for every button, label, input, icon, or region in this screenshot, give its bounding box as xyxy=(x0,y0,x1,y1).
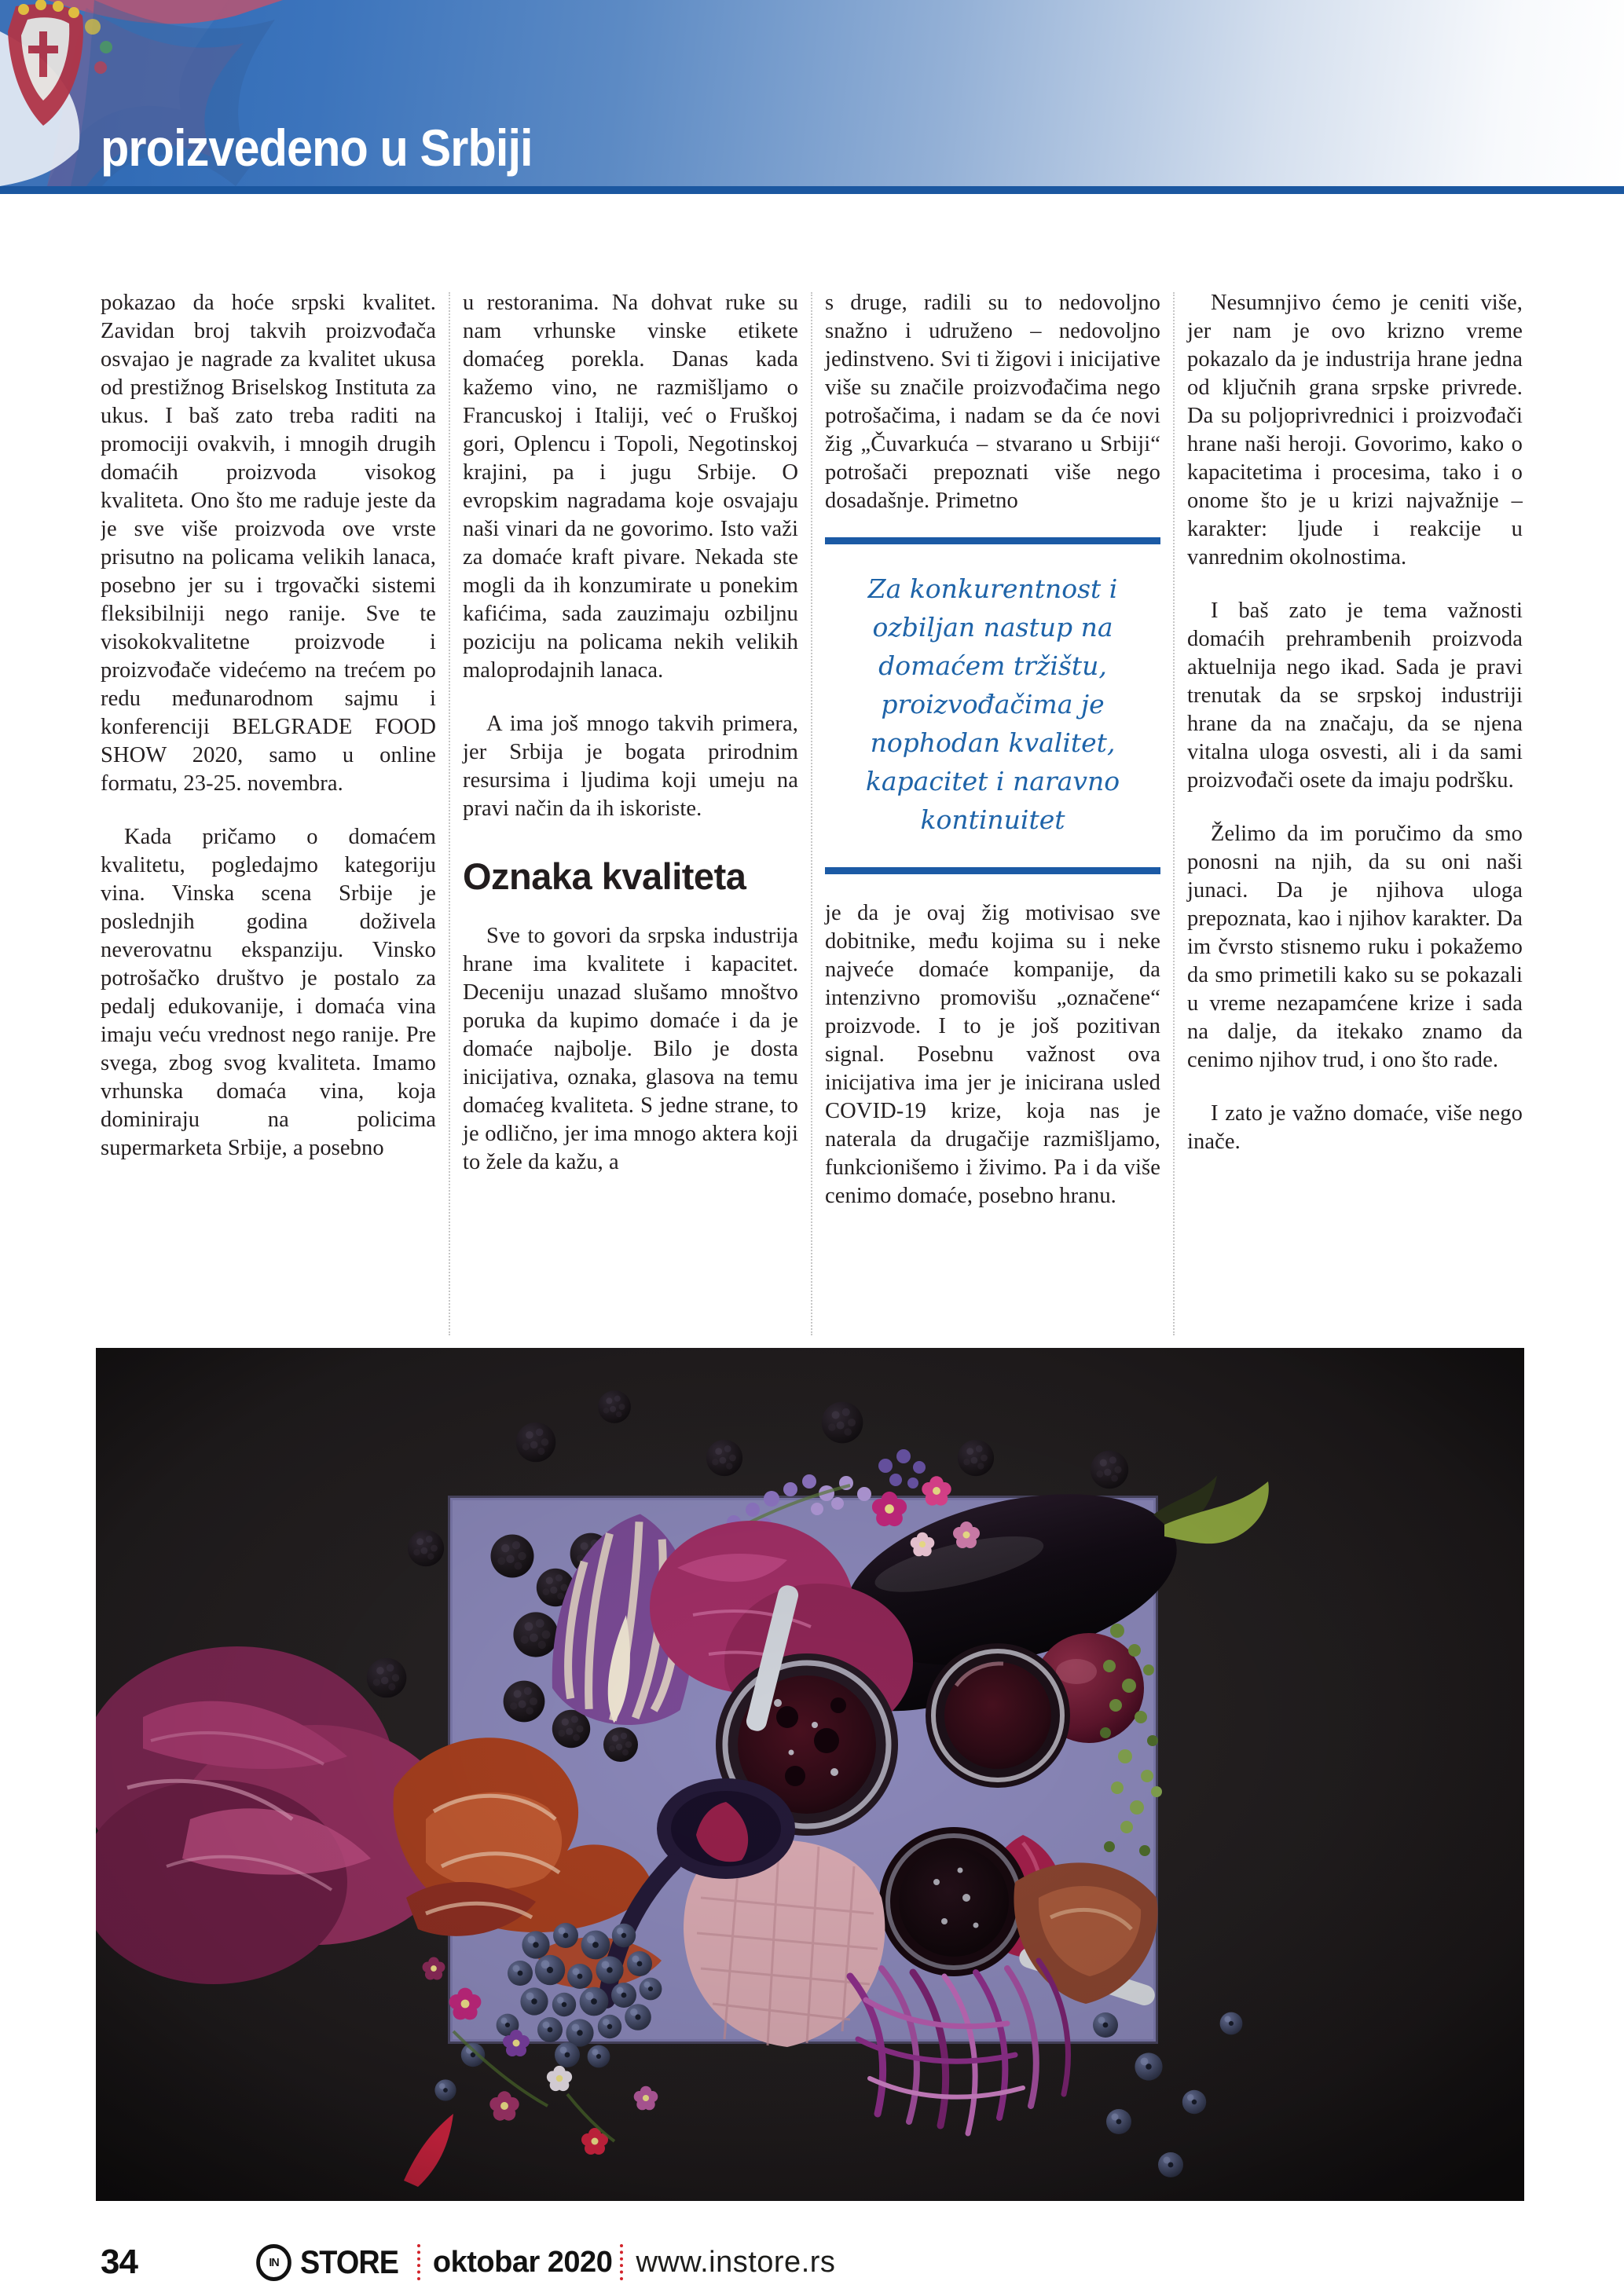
article-column-3 xyxy=(825,289,1160,1343)
page-number: 34 xyxy=(101,2243,137,2281)
article-columns xyxy=(101,289,1524,1343)
issue-date: oktobar 2020 xyxy=(432,2245,613,2279)
article-paragraph: Kada pričamo o domaćem kvalitetu, pogledajmo kategoriju vina. Vinska scena Srbije je poslednjih godina doživela neverovatnu ekspanziju. Vinsko potrošačko društvo je postalo za pedalj edukovanije, i domaća vina imaju veću vrednost nego ranije. Pre svega, zbog svog kvaliteta. Imamo vrhunska domaća vina, koja dominiraju na policima supermarketa Srbije, a posebno xyxy=(101,825,436,1160)
column-separator xyxy=(811,292,812,1335)
article-paragraph: pokazao da hoće srpski kvalitet. Zavidan broj takvih proizvođača osvajao je nagrade za kvalitet ukusa od prestižnog Briselskog Instituta za ukus. I baš zato treba raditi na promociji ovakvih, i mnogih drugih domaćih proizvoda visokog kvaliteta. Ono što me raduje jeste da je sve više proizvoda ove vrste prisutno na policama velikih lanaca, posebno jer su i trgovački sistemi fleksibilniji nego ranije. Sve te visokokvalitetne proizvode i proizvođače videćemo na trećem po redu međunarodnom sajmu i konferenciji BELGRADE FOOD SHOW 2020, samo u online formatu, 23-25. novembra. xyxy=(101,291,436,796)
section-heading: Oznaka kvaliteta xyxy=(463,855,746,897)
article-paragraph: A ima još mnogo takvih primera, jer Srbija je bogata prirodnim resursima i ljudima koji umeju na pravi način da ih iskoriste. xyxy=(463,712,798,821)
instore-logo-icon: IN xyxy=(256,2244,291,2281)
article-paragraph: Želimo da im poručimo da smo ponosni na njih, da su oni naši junaci. Da je njihova uloga prepoznata, kao i njihov karakter. Da im čvrsto stisnemo ruku i pokažemo da smo primetili kako su se pokazali u vreme nezapamćene krize i sada na dalje, da itekako znamo da cenimo njihov trud, i ono što rade. xyxy=(1187,822,1523,1072)
article-paragraph: s druge, radili su to nedovoljno snažno i udruženo – nedovoljno jedinstveno. Svi ti žigovi i inicijative više su značile proizvođačima nego potrošačima, i nadam se da će novi žig „Čuvarkuća – stvarano u Srbiji“ potrošači prepoznati više nego dosadašnje. Primetno xyxy=(825,291,1160,513)
article-paragraph: I zato je važno domaće, više nego inače. xyxy=(1187,1101,1523,1154)
page-title: proizvedeno u Srbiji xyxy=(101,119,533,177)
pull-quote: Za konkurentnost i ozbiljan nastup na domaćem tržištu, proizvođačima je nophodan kvalitet, kapacitet i naravno kontinuitet xyxy=(825,537,1160,874)
instore-logo xyxy=(255,2243,409,2281)
column-separator xyxy=(1173,292,1175,1335)
article-paragraph: Sve to govori da srpska industrija hrane ima kvalitete i kapacitet. Deceniju unazad slušamo mnoštvo poruka da kupimo domaće i da je domaće najbolje. Bilo je dosta inicijativa, oznaka, glasova na temu domaćeg kvaliteta. S jedne strane, to je odlično, jer ima mnogo aktera koji to žele da kažu, a xyxy=(463,924,798,1174)
page-header-banner xyxy=(0,0,1624,186)
column-separator xyxy=(449,292,450,1335)
article-photo xyxy=(96,1348,1524,2201)
photo-vignette xyxy=(96,1348,1524,2201)
article-paragraph: je da je ovaj žig motivisao sve dobitnike, među kojima su i neke najveće domaće kompanije, da intenzivno promovišu „označene“ proizvode. I to je još pozitivan signal. Posebnu važnost ova inicijativa ima jer je inicirana usled COVID-19 krize, koja nas je naterala da drugačije razmišljamo, funkcionišemo i živimo. Pa i da više cenimo domaće, posebno hranu. xyxy=(825,901,1160,1208)
footer-separator-icon xyxy=(417,2244,420,2280)
website-url: www.instore.rs xyxy=(636,2245,836,2279)
article-column-4 xyxy=(1187,289,1523,1343)
footer-separator-icon xyxy=(620,2244,623,2280)
instore-logo-wordmark: STORE xyxy=(299,2243,398,2280)
article-column-1 xyxy=(101,289,436,1343)
article-paragraph: Nesumnjivo ćemo je ceniti više, jer nam je ovo krizno vreme pokazalo da je industrija hrane jedna od ključnih grana srpske privrede. Da su poljoprivrednici i proizvođači hrane naši heroji. Govorimo, kako o kapacitetima i procesima, tako i o onome što je u krizi najvažnije – karakter: ljude i reakcije u vanrednim okolnostima. xyxy=(1187,291,1523,569)
article-column-2 xyxy=(463,289,798,1343)
header-divider-rule xyxy=(0,186,1624,194)
article-paragraph: u restoranima. Na dohvat ruke su nam vrhunske vinske etikete domaćeg porekla. Danas kada kažemo vino, ne razmišljamo o Francuskoj i Italiji, već o Fruškoj gori, Oplencu i Topoli, Negotinskoj krajini, pa i jugu Srbije. O evropskim nagradama koje osvajaju naši vinari da ne govorimo. Isto važi za domaće kraft pivare. Nekada ste mogli da ih konzumirate u ponekim kafićima, sada zauzimaju ozbiljnu poziciju na policama nekih velikih maloprodajnih lanaca. xyxy=(463,291,798,683)
page-footer xyxy=(101,2239,1524,2286)
article-paragraph: I baš zato je tema važnosti domaćih prehrambenih proizvoda aktuelnija nego ikad. Sada je pravi trenutak da se srpskoj industriji hrane da na značaju, da se njena vitalna uloga osvesti, ali i da sami proizvođači osete da imaju podršku. xyxy=(1187,599,1523,793)
